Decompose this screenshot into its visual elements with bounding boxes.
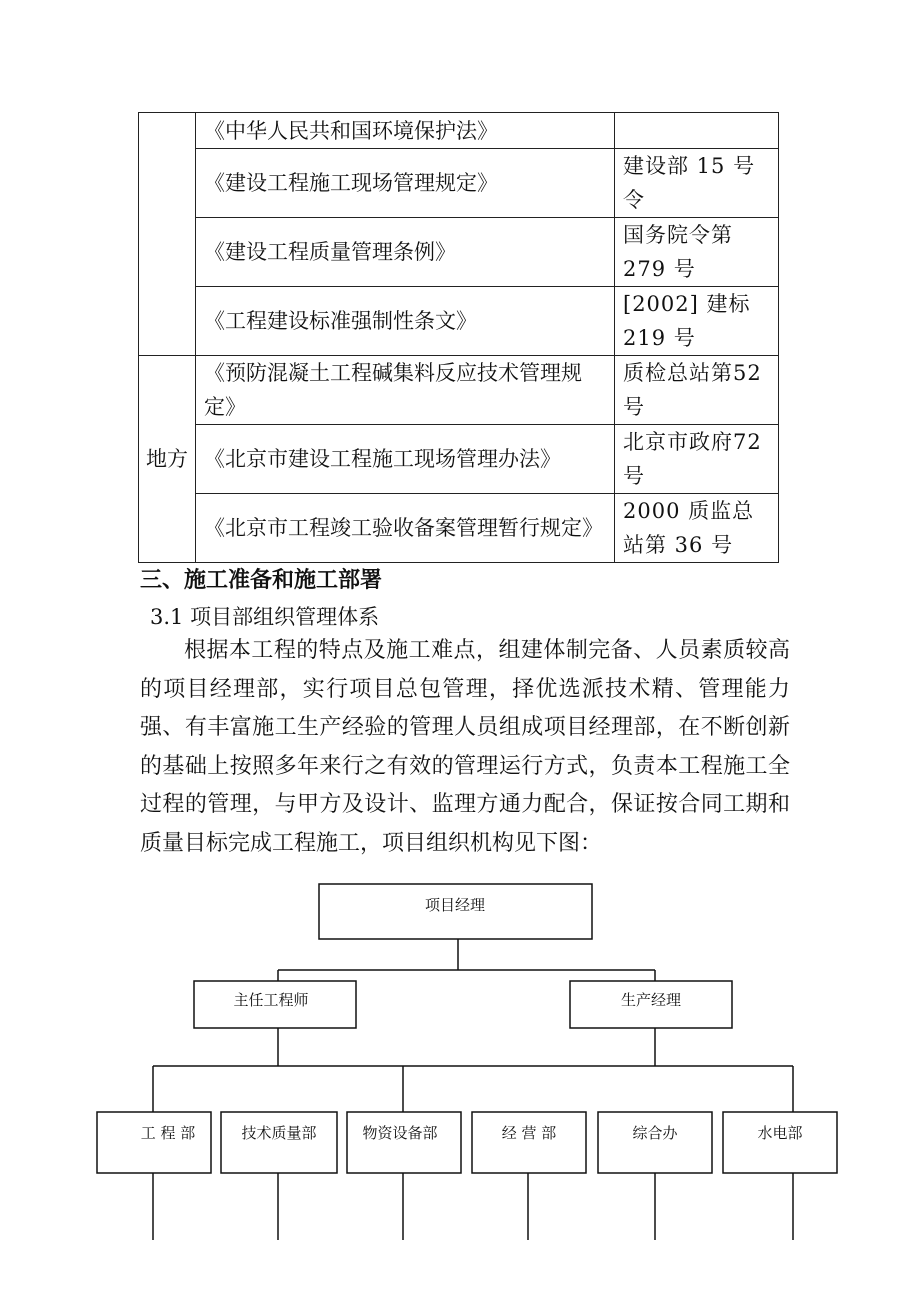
org-box-dept <box>598 1112 712 1173</box>
org-box-top <box>319 884 592 939</box>
org-label-dept: 技术质量部 <box>241 1124 317 1142</box>
table-row <box>139 356 779 425</box>
org-label-production-manager: 生产经理 <box>620 991 682 1009</box>
org-box-dept <box>97 1112 211 1173</box>
table-row <box>139 113 779 149</box>
region-cell-local: 地方 <box>139 356 196 563</box>
table-row <box>139 425 779 494</box>
org-box-dept <box>472 1112 586 1173</box>
body-paragraph: 根据本工程的特点及施工难点，组建体制完备、人员素质较高的项目经理部，实行项目总包管理，择优选派技术精、管理能力强、有丰富施工生产经验的管理人员组成项目经理部，在不断创新的基础上按照多年来行之有效的管理运行方式，负责本工程施工全过程的管理，与甲方及设计、监理方通力配合，保证按合同工期和质量目标完成工程施工，项目组织机构见下图： <box>140 638 790 856</box>
regulation-doc: 国务院令第279 号 <box>615 218 779 287</box>
regulation-name: 《工程建设标准强制性条文》 <box>196 287 615 356</box>
regulation-doc: [2002] 建标219 号 <box>615 287 779 356</box>
regulation-name: 《预防混凝土工程碱集料反应技术管理规定》 <box>196 356 615 425</box>
org-label-dept: 水电部 <box>757 1124 803 1142</box>
org-label-top: 项目经理 <box>424 896 486 914</box>
regulation-doc <box>615 113 779 149</box>
org-label-dept: 经 营 部 <box>501 1124 557 1142</box>
org-box-production-manager <box>570 981 732 1028</box>
org-box-chief-engineer <box>194 981 356 1028</box>
regulation-name: 《中华人民共和国环境保护法》 <box>196 113 615 149</box>
regulation-name: 《建设工程质量管理条例》 <box>196 218 615 287</box>
regulation-doc: 建设部 15 号令 <box>615 149 779 218</box>
table-row <box>139 287 779 356</box>
regulations-table <box>138 112 779 563</box>
table-row <box>139 494 779 563</box>
regulation-name: 《北京市建设工程施工现场管理办法》 <box>196 425 615 494</box>
org-label-dept: 工 程 部 <box>140 1124 196 1142</box>
subsection-heading: 3.1 项目部组织管理体系 <box>150 605 380 629</box>
org-box-dept <box>723 1112 837 1173</box>
org-label-dept: 物资设备部 <box>362 1124 438 1142</box>
org-label-chief-engineer: 主任工程师 <box>233 991 309 1009</box>
table-row <box>139 149 779 218</box>
regulation-doc: 北京市政府72 号 <box>615 425 779 494</box>
regulation-name: 《北京市工程竣工验收备案管理暂行规定》 <box>196 494 615 563</box>
region-cell-national <box>139 113 196 356</box>
regulation-doc: 2000 质监总站第 36 号 <box>615 494 779 563</box>
org-box-dept <box>221 1112 337 1173</box>
org-box-dept <box>347 1112 461 1173</box>
regulation-name: 《建设工程施工现场管理规定》 <box>196 149 615 218</box>
regulation-doc: 质检总站第52 号 <box>615 356 779 425</box>
section-heading: 三、施工准备和施工部署 <box>140 568 383 593</box>
org-label-dept: 综合办 <box>632 1124 678 1142</box>
table-row <box>139 218 779 287</box>
